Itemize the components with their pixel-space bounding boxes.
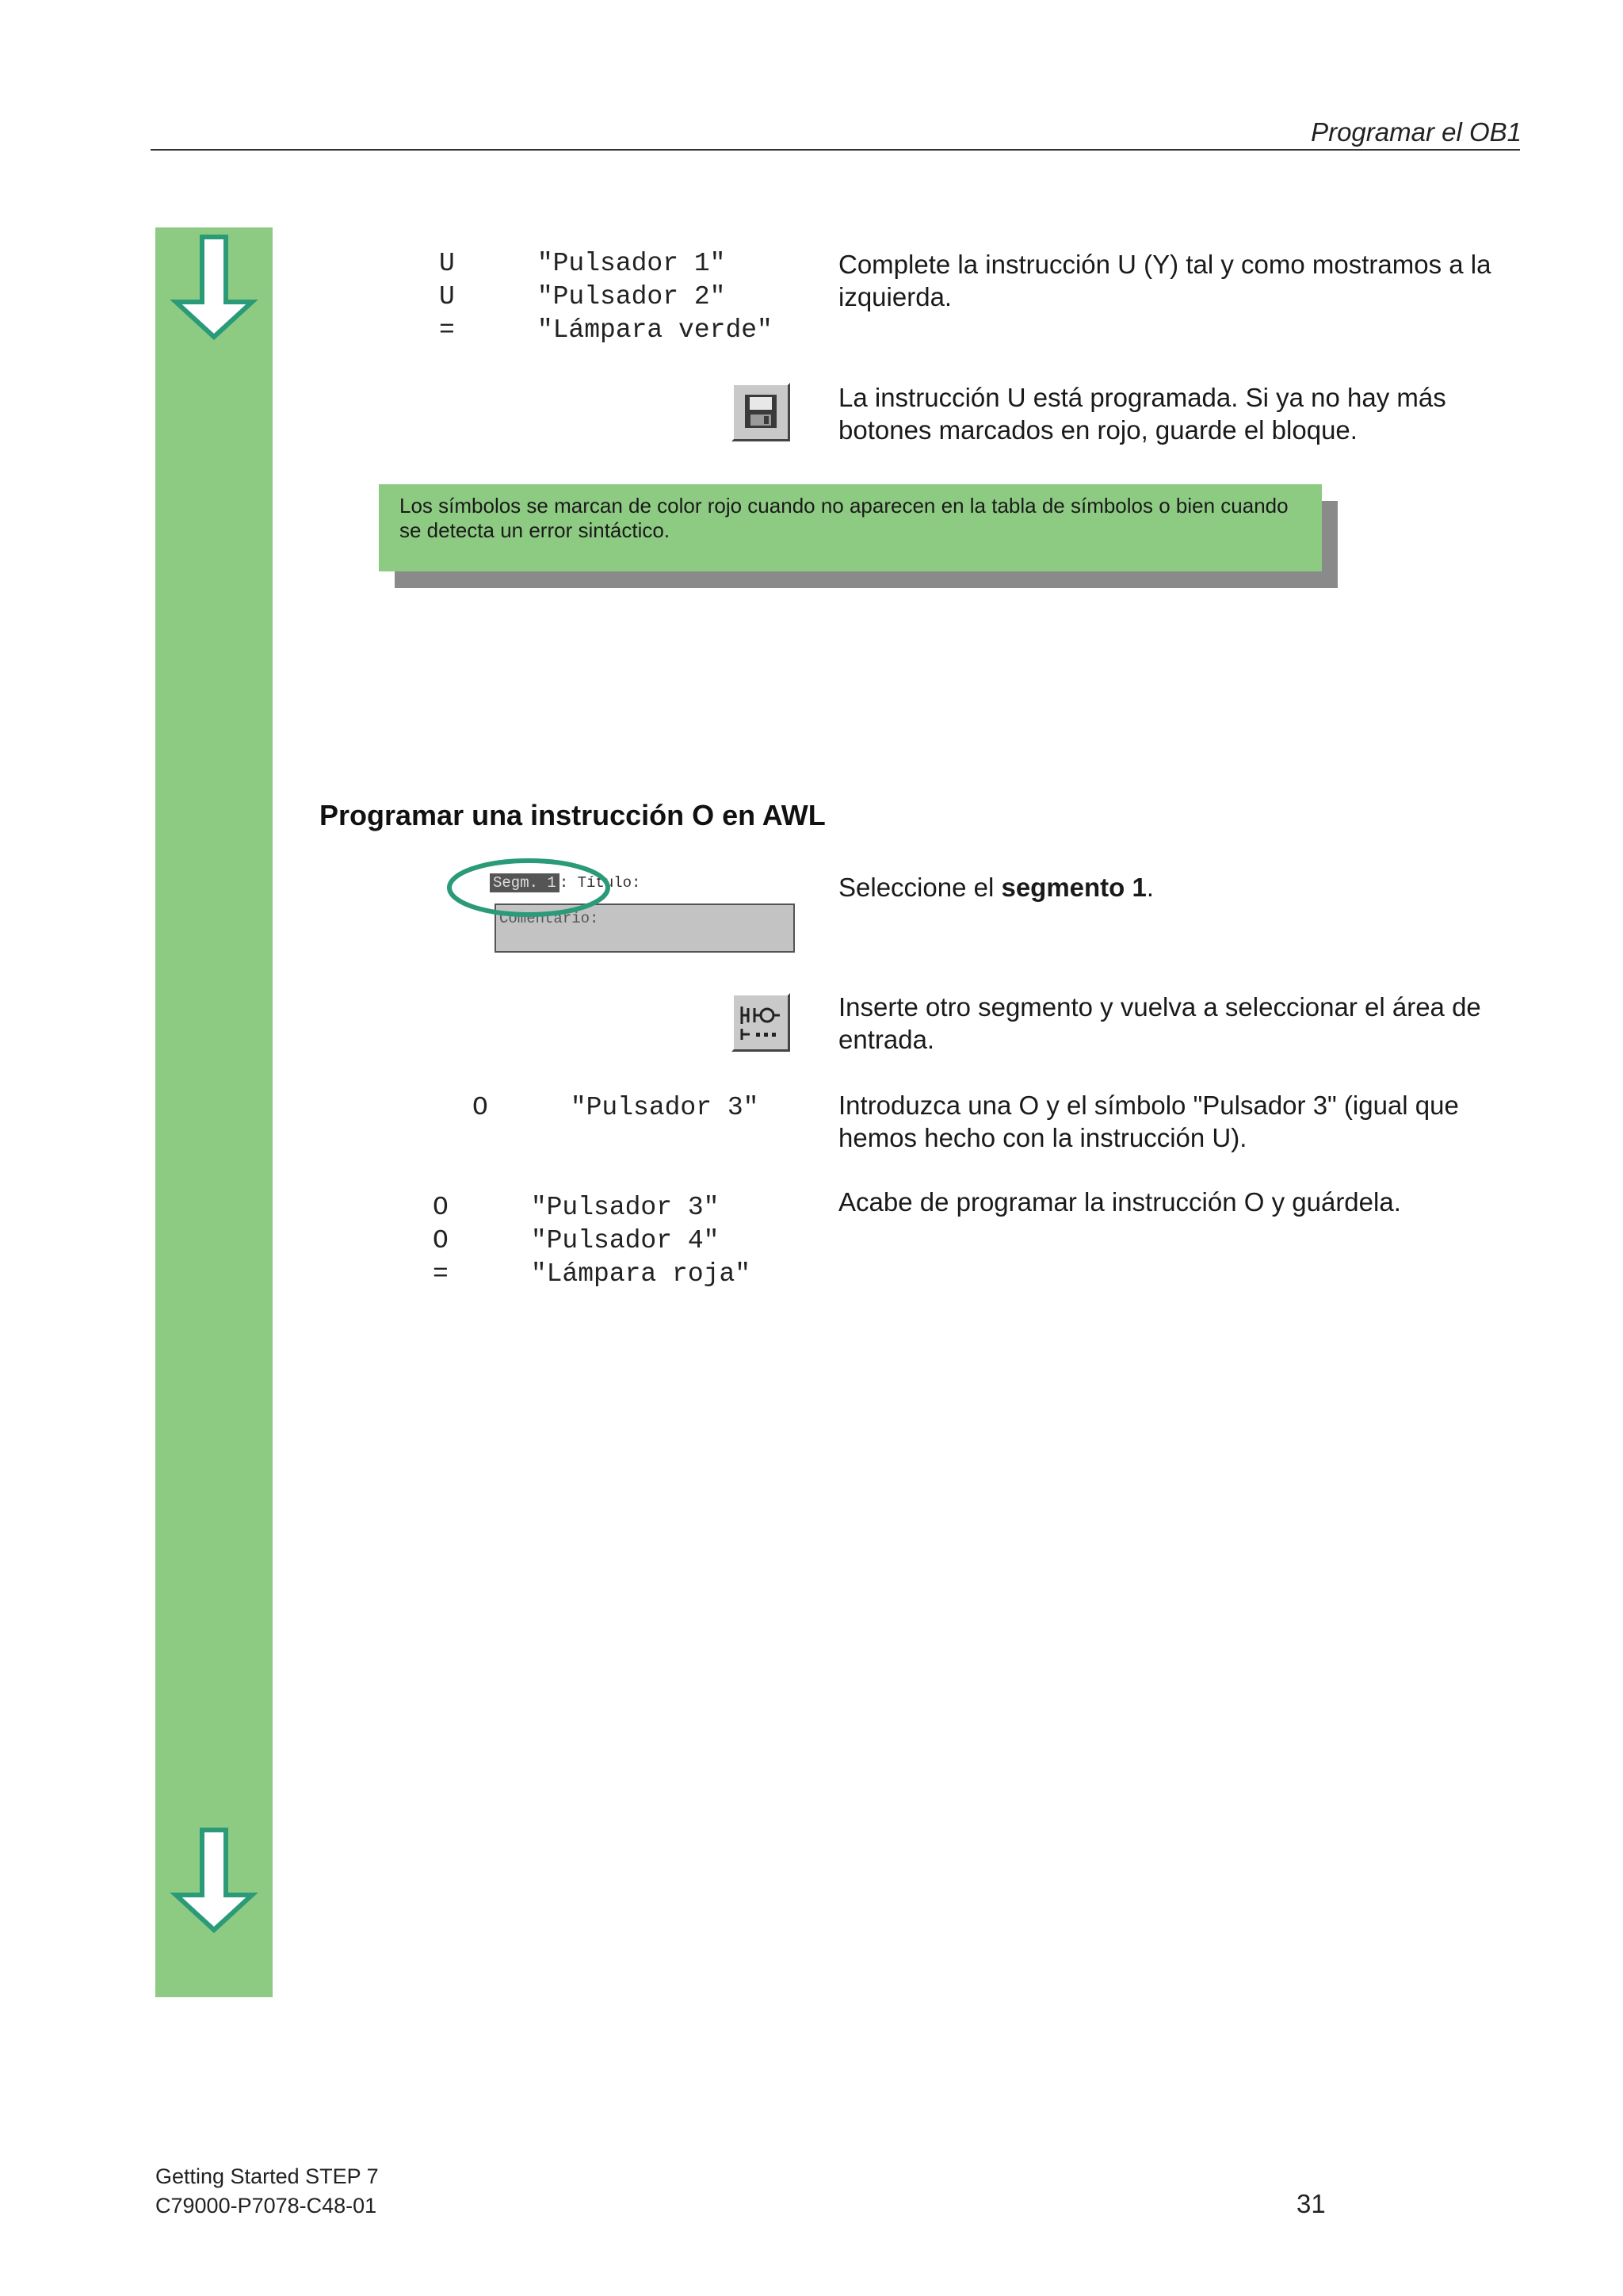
segment-comment-label: Comentario:: [499, 910, 599, 927]
code-line: = "Lámpara roja": [433, 1259, 751, 1289]
code-line: O "Pulsador 4": [433, 1226, 720, 1255]
segment-title-row: Segm. 1 : Título:: [490, 873, 640, 892]
page-header-title: Programar el OB1: [1311, 117, 1522, 147]
footer-doc-info: [155, 2162, 379, 2221]
code-line: U "Pulsador 1": [439, 249, 726, 278]
footer-doc-number: C79000-P7078-C48-01: [155, 2194, 377, 2218]
footer-doc-title: Getting Started STEP 7: [155, 2164, 379, 2188]
step-instruction-text: La instrucción U está programada. Si ya no hay más botones marcados en rojo, guarde el bloque.: [838, 383, 1446, 445]
awl-code-block-or: [433, 1191, 750, 1291]
step-sidebar-bar: [155, 227, 273, 1997]
step-instruction-text: Inserte otro segmento y vuelva a seleccionar el área de entrada.: [838, 992, 1481, 1054]
insert-network-button[interactable]: [731, 993, 790, 1052]
highlight-ellipse: [445, 856, 612, 919]
step-instruction-text: Introduzca una O y el símbolo "Pulsador 3" (igual que hemos hecho con la instrucción U).: [838, 1091, 1459, 1152]
step-instruction-text: Seleccione el segmento 1.: [838, 873, 1155, 902]
down-arrow-icon: [166, 232, 262, 343]
step-instruction-text: Acabe de programar la instrucción O y guárdela.: [838, 1187, 1401, 1217]
segment-label[interactable]: Segm. 1: [490, 873, 559, 892]
step-instruction-text: Complete la instrucción U (Y) tal y como mostramos a la izquierda.: [838, 250, 1491, 311]
insert-network-icon: [734, 995, 788, 1049]
down-arrow-icon: [166, 1825, 262, 1936]
awl-code-block-and: [439, 247, 773, 347]
segment-header-area[interactable]: [490, 856, 795, 957]
code-line: O "Pulsador 3": [433, 1193, 720, 1222]
code-line: = "Lámpara verde": [439, 315, 773, 345]
code-line: U "Pulsador 2": [439, 282, 726, 311]
save-button[interactable]: [731, 383, 790, 441]
header-rule: [151, 149, 1520, 151]
code-line: O "Pulsador 3": [472, 1093, 759, 1122]
info-note: Los símbolos se marcan de color rojo cuando no aparecen en la tabla de símbolos o bien cuando se detecta un error sintáctico.: [379, 484, 1322, 571]
save-disk-icon: [734, 385, 788, 439]
page-number: 31: [1296, 2189, 1326, 2218]
section-heading: Programar una instrucción O en AWL: [319, 799, 826, 831]
